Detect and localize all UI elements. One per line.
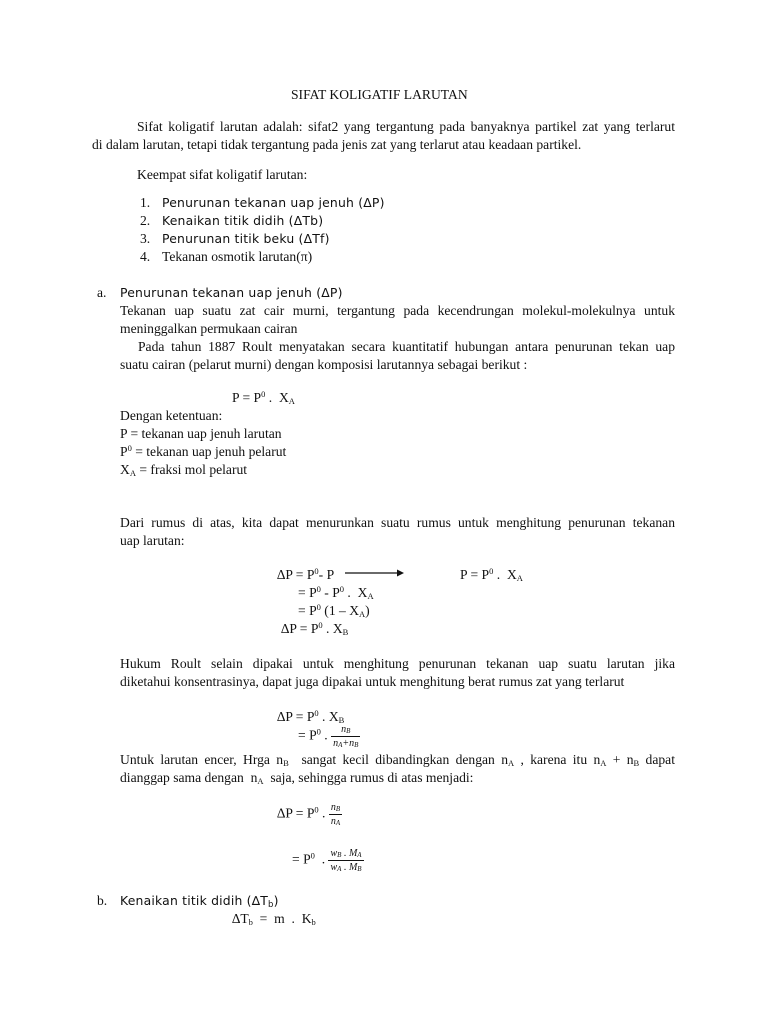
- equation-3: $\Delta P = P^0$ . $\frac{n_B}{n_A}$: [277, 802, 341, 827]
- list-item: [140, 230, 150, 248]
- section-a-p2-line-2: suatu cairan (pelarut murni) dengan komposisi larutannya sebagai berikut :: [120, 357, 528, 372]
- section-a-p5-line-2: dianggap sama dengan $n_A$ saja, sehingga rumus di atas menjadi:: [120, 770, 474, 786]
- list-item-text: Kenaikan titik didih (ΔTb): [162, 213, 324, 228]
- section-a-p1-line-1: Tekanan uap suatu zat cair murni, tergantung pada kecendrungan molekul-molekulnya untuk: [120, 303, 675, 318]
- section-b-marker: b.: [97, 893, 108, 908]
- intro-line-2: di dalam larutan, tetapi tidak tergantung pada jenis zat yang terlarut atau keadaan partikel.: [92, 137, 582, 152]
- derivation-step-2: = $P^0 - P^0$ . $X_A$: [298, 584, 374, 601]
- derivation-step-4: $\Delta P = P^0$ . $X_B$: [281, 620, 349, 637]
- fraction: $\frac{n_B}{n_A+n_B}$: [333, 724, 359, 749]
- intro-line-1: Sifat koligatif larutan adalah: sifat2 yang tergantung pada banyaknya partikel zat yang terlarut: [137, 119, 675, 134]
- derivation-step-3: = $P^0$ $(1 - X_A)$: [298, 602, 370, 619]
- list-number: 3.: [140, 231, 151, 246]
- definition-p: P = tekanan uap jenuh larutan: [120, 426, 282, 441]
- section-a-p3-line-2: uap larutan:: [120, 533, 185, 548]
- list-number: 4.: [140, 249, 151, 264]
- derivation-step-1: $\Delta P = P^0-$ P: [277, 566, 335, 582]
- equation-4: = $P^0$ . $\frac{w_B . M_A}{w_A . M_B}$: [292, 848, 362, 873]
- formula-boiling-point: $\Delta T_b = m$ . $K_b$: [232, 911, 316, 927]
- list-item-text: Tekanan osmotik larutan(π): [162, 249, 313, 264]
- section-a-p4-line-1: Hukum Roult selain dipakai untuk menghitung penurunan tekanan uap suatu larutan jika: [120, 656, 675, 671]
- list-item-text: Penurunan titik beku (ΔTf): [162, 231, 330, 246]
- equation-2: = $P^0$ . $\frac{n_B}{n_A+n_B}$: [298, 724, 359, 749]
- derivation-step-1-result: $P = P^0$ . $X_A$: [460, 566, 523, 583]
- section-a-p3-line-1: Dari rumus di atas, kita dapat menurunkan suatu rumus untuk menghitung penurunan tekanan: [120, 515, 675, 530]
- fraction: $\frac{n_B}{n_A}$: [330, 802, 341, 827]
- section-a-p4-line-2: diketahui konsentrasinya, dapat juga dipakai untuk menghitung berat rumus zat yang terlarut: [120, 674, 625, 689]
- section-a-p5-line-1: Untuk larutan encer, Hrga $n_B$ sangat kecil dibandingkan dengan $n_A$ , karena itu $n_A + n_B$ dapat: [120, 752, 675, 768]
- definition-xa: $X_A$ = fraksi mol pelarut: [120, 462, 248, 478]
- section-b-heading: Kenaikan titik didih $(\Delta T_b)$: [120, 893, 279, 910]
- section-a-heading: Penurunan tekanan uap jenuh (ΔP): [120, 285, 343, 300]
- section-a-marker: a.: [97, 285, 107, 300]
- definition-p0: $P^0$ = tekanan uap jenuh pelarut: [120, 443, 287, 459]
- list-item-text: Penurunan tekanan uap jenuh (ΔP): [162, 195, 385, 210]
- list-item: [140, 212, 150, 230]
- list-number: 1.: [140, 195, 151, 210]
- list-item: [140, 248, 150, 266]
- page-title: SIFAT KOLIGATIF LARUTAN: [291, 87, 468, 102]
- section-a-p1-line-2: meninggalkan permukaan cairan: [120, 321, 298, 336]
- fraction: $\frac{w_B . M_A}{w_A . M_B}$: [330, 848, 362, 873]
- section-a-p2-line-1: Pada tahun 1887 Roult menyatakan secara kuantitatif hubungan antara penurunan tekan uap: [138, 339, 675, 354]
- list-item: [140, 194, 150, 212]
- list-number: 2.: [140, 213, 151, 228]
- list-heading: Keempat sifat koligatif larutan:: [137, 167, 308, 182]
- formula-raoult: $P = P^0$ . $X_A$: [232, 389, 295, 406]
- right-arrow-icon: [343, 568, 405, 578]
- ketentuan-heading: Dengan ketentuan:: [120, 408, 223, 423]
- equation-1: $\Delta P = P^0$ . $X_B$: [277, 708, 345, 725]
